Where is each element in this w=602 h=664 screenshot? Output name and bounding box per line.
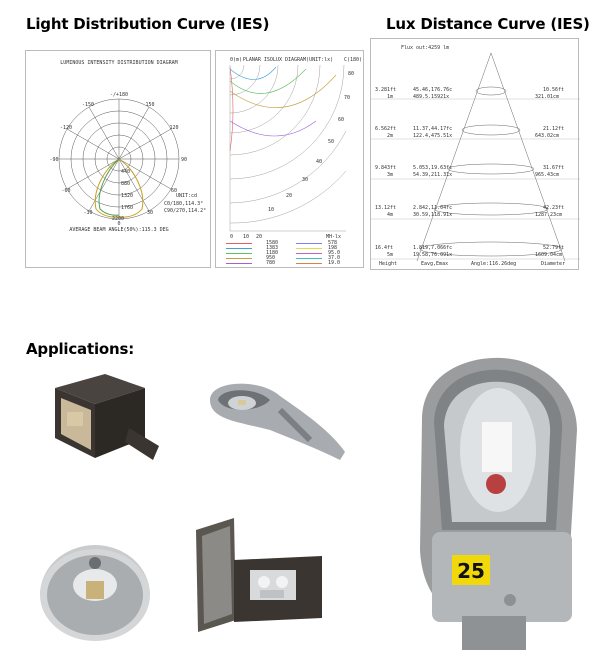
lux-m2: 19.58,76.091x bbox=[413, 252, 453, 258]
ring-label: 1760 bbox=[121, 205, 134, 211]
angle-m90: -90 bbox=[49, 157, 59, 163]
isolux-xtick: 0 bbox=[230, 234, 234, 240]
footer-angle: Angle:116.26deg bbox=[471, 261, 517, 267]
lux-d1: 42.23ft bbox=[543, 205, 565, 211]
legend-value: 578 bbox=[328, 240, 338, 246]
isolux-tick: 70 bbox=[344, 95, 351, 101]
polar-diagram-panel bbox=[25, 50, 211, 268]
angle-m60: -60 bbox=[61, 188, 71, 194]
angle-60: 60 bbox=[170, 188, 178, 194]
legend-line bbox=[296, 258, 322, 259]
unit-label: UNIT:cd bbox=[176, 193, 198, 199]
flux-label: Flux out:4259 lm bbox=[401, 45, 450, 51]
angle-m30: -30 bbox=[83, 210, 93, 216]
angle-90: 90 bbox=[180, 157, 188, 163]
lux-cone bbox=[371, 39, 580, 271]
lux-h1: 16.4ft bbox=[375, 245, 394, 251]
lux-d2: 1287.23cm bbox=[535, 212, 563, 218]
lux-d2: 321.01cm bbox=[535, 94, 560, 100]
isolux-tick: 50 bbox=[328, 139, 335, 145]
isolux-tick: 20 bbox=[286, 193, 293, 199]
legend-line bbox=[296, 248, 322, 249]
lux-d1: 21.12ft bbox=[543, 126, 565, 132]
legend-line bbox=[226, 258, 252, 259]
polar-title: LUMINOUS INTENSITY DISTRIBUTION DIAGRAM bbox=[60, 60, 178, 66]
lux-h1: 6.562ft bbox=[375, 126, 397, 132]
isolux-tick: 40 bbox=[316, 159, 323, 165]
highbay-photo bbox=[30, 525, 160, 645]
ring-label: 2200 bbox=[112, 216, 125, 222]
lux-distance-panel bbox=[370, 38, 579, 270]
isolux-corner-right: C(180) bbox=[344, 57, 363, 63]
lux-d2: 1609.04cm bbox=[535, 252, 563, 258]
ldc-heading: Light Distribution Curve (IES) bbox=[26, 15, 270, 33]
legend-line bbox=[226, 243, 252, 244]
legend-value: 950 bbox=[266, 255, 276, 261]
lux-d1: 31.67ft bbox=[543, 165, 565, 171]
angle-m150: -150 bbox=[81, 102, 95, 108]
lux-h1: 3.281ft bbox=[375, 87, 397, 93]
lux-h2: 1m bbox=[387, 94, 394, 100]
legend-line bbox=[296, 253, 322, 254]
legend-value: 780 bbox=[266, 260, 276, 266]
lux-m1: 2.842,11.04fc bbox=[413, 205, 453, 211]
legend-value: 95.0 bbox=[328, 250, 341, 256]
lux-d2: 965.43cm bbox=[535, 172, 560, 178]
lux-h2: 5m bbox=[387, 252, 394, 258]
lux-d2: 643.02cm bbox=[535, 133, 560, 139]
legend-row bbox=[226, 261, 361, 266]
angle-150: 150 bbox=[145, 102, 155, 108]
isolux-tick: 30 bbox=[302, 177, 309, 183]
isolux-title: PLANAR ISOLUX DIAGRAM(UNIT:lx) bbox=[242, 57, 334, 63]
legend-value: 1580 bbox=[266, 240, 279, 246]
angle-0: 0 bbox=[117, 221, 121, 227]
isolux-diagram-panel bbox=[215, 50, 364, 268]
lux-m2: 122.4,475.51x bbox=[413, 133, 453, 139]
angle-m120: -120 bbox=[59, 125, 73, 131]
isolux-tick: 60 bbox=[338, 117, 345, 123]
lux-m1: 45.46,176.76c bbox=[413, 87, 453, 93]
floodlight-open-photo bbox=[190, 510, 330, 640]
lux-m1: 11.37,44.17fc bbox=[413, 126, 453, 132]
lux-m2: 54.39,211.31x bbox=[413, 172, 453, 178]
legend-line bbox=[296, 243, 322, 244]
isolux-legend bbox=[226, 241, 361, 266]
legend-value: 1383 bbox=[266, 245, 279, 251]
isolux-tick: 10 bbox=[268, 207, 275, 213]
c90-label: C90/270,114.2° bbox=[164, 208, 207, 214]
legend-line bbox=[226, 248, 252, 249]
isolux-xtick: 20 bbox=[256, 234, 263, 240]
badge-number: 25 bbox=[457, 559, 485, 583]
isolux-tick: 80 bbox=[348, 71, 355, 77]
ring-label: 1320 bbox=[121, 193, 134, 199]
ring-label: 440 bbox=[121, 169, 131, 175]
angle-180: -/+180 bbox=[109, 92, 129, 98]
polar-diagram bbox=[26, 51, 212, 269]
footer-emax: Eavg,Emax bbox=[421, 261, 449, 267]
lux-d1: 52.79ft bbox=[543, 245, 565, 251]
lux-m1: 5.053,19.63fc bbox=[413, 165, 453, 171]
lux-heading: Lux Distance Curve (IES) bbox=[386, 15, 590, 33]
footer-height: Height bbox=[379, 261, 398, 267]
isolux-diagram bbox=[216, 51, 365, 269]
lux-m1: 1.819,7.066fc bbox=[413, 245, 453, 251]
c0-label: C0/180,114.3° bbox=[164, 201, 204, 207]
polar-footer: AVERAGE BEAM ANGLE(50%):115.3 DEG bbox=[69, 227, 169, 233]
lux-m2: 30.59,118.91x bbox=[413, 212, 453, 218]
lux-h2: 4m bbox=[387, 212, 394, 218]
lux-h2: 3m bbox=[387, 172, 394, 178]
footer-diameter: Diameter bbox=[541, 261, 566, 267]
ring-label: 880 bbox=[121, 181, 131, 187]
cobra-head-photo bbox=[200, 370, 350, 465]
isolux-xtick: 10 bbox=[243, 234, 250, 240]
lux-d1: 10.56ft bbox=[543, 87, 565, 93]
lux-h2: 2m bbox=[387, 133, 394, 139]
isolux-corner-left: 0(m) bbox=[230, 57, 243, 63]
legend-value: 19.0 bbox=[328, 260, 341, 266]
street-lamp-photo bbox=[392, 350, 592, 655]
lux-h1: 9.843ft bbox=[375, 165, 397, 171]
floodlight-photo bbox=[45, 368, 165, 468]
legend-value: 1180 bbox=[266, 250, 279, 256]
lux-m2: 489.5.15921x bbox=[413, 94, 450, 100]
legend-value: 37.0 bbox=[328, 255, 341, 261]
applications-heading: Applications: bbox=[26, 340, 135, 358]
lux-h1: 13.12ft bbox=[375, 205, 397, 211]
angle-120: 120 bbox=[169, 125, 179, 131]
legend-line bbox=[226, 253, 252, 254]
legend-line bbox=[226, 263, 252, 264]
legend-line bbox=[296, 263, 322, 264]
legend-value: 198 bbox=[328, 245, 338, 251]
angle-30: 30 bbox=[146, 210, 154, 216]
isolux-legend-header: MH-lx bbox=[326, 234, 342, 240]
